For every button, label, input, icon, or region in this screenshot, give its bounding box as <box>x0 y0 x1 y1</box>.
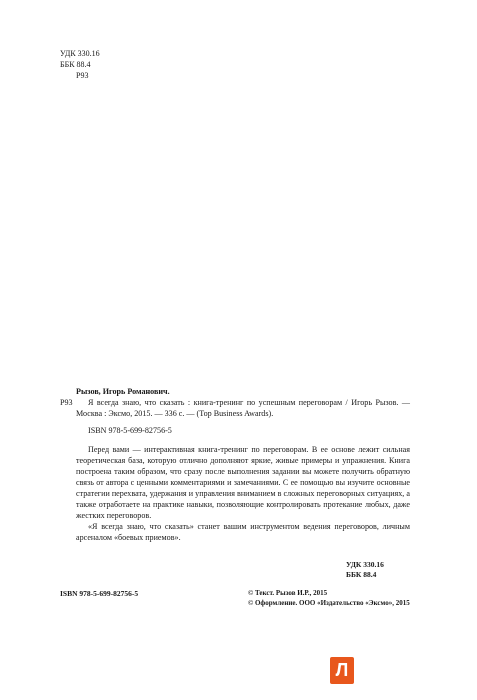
annotation-paragraph: Перед вами — интерактивная книга-тренинг по переговорам. В ее основе лежит сильная теоретическая база, которую отлично дополняют яркие, живые примеры и упражнения. Книга построена таким образом, что сразу после выполнения задании вы можете получить обратную связь от автора с ценными комментариями и замечаниями. С ее помощью вы изучите основные стратегии перехвата, удержания и управления вниманием в сложных переговорных ситуациях, а также отработаете на практике навыки, позволяющие контролировать протекание любых, даже жестких переговоров. <box>76 445 410 520</box>
copyright-design: © Оформление. ООО «Издательство «Эксмо», 2015 <box>248 599 410 607</box>
copyright-block <box>248 588 410 608</box>
isbn-line: ISBN 978-5-699-82756-5 <box>88 426 172 435</box>
annotation-paragraph: «Я всегда знаю, что сказать» станет вашим инструментом ведения переговоров, личным арсеналом «боевых приемов». <box>76 522 410 542</box>
annotation <box>76 444 410 543</box>
copyright-text: © Текст. Рызов И.Р., 2015 <box>248 589 328 597</box>
bbk-code: ББК 88.4 <box>60 60 91 69</box>
bibliographic-record <box>60 386 410 543</box>
publisher-logo-icon: Л <box>330 657 354 684</box>
udk-code: УДК 330.16 <box>346 560 384 569</box>
isbn-footer: ISBN 978-5-699-82756-5 <box>60 589 139 598</box>
author-mark: Р93 <box>60 398 73 407</box>
classification-block-top <box>60 48 100 81</box>
bbk-code: ББК 88.4 <box>346 570 377 579</box>
author-mark: Р93 <box>76 71 89 80</box>
udk-code: УДК 330.16 <box>60 49 100 58</box>
bibliographic-description: Я всегда знаю, что сказать : книга-тренинг по успешным переговорам / Игорь Рызов. — Москва : Эксмо, 2015. — 336 с. — (Top Business Awards). <box>76 398 410 418</box>
classification-block-bottom <box>346 560 384 580</box>
author-heading: Рызов, Игорь Романович. <box>76 387 170 396</box>
